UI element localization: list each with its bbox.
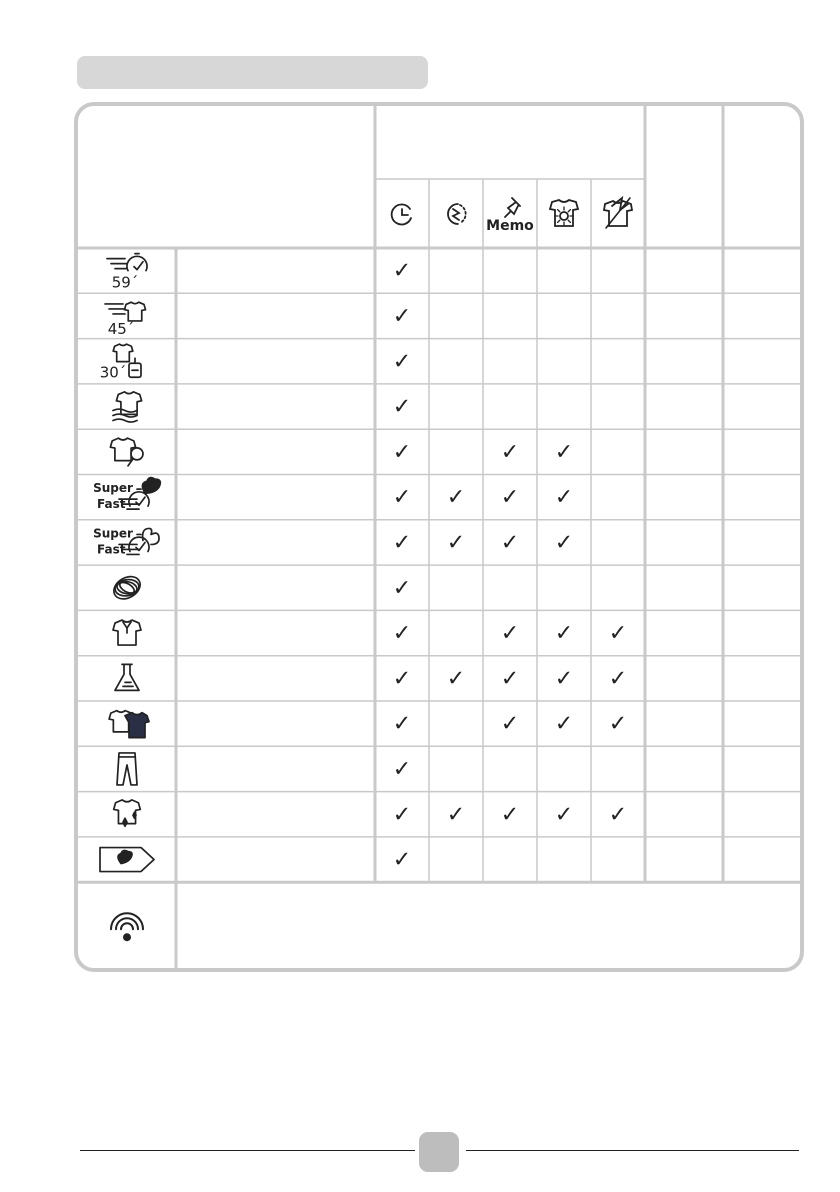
check-mark: ✓ [554, 439, 574, 465]
check-mark: ✓ [446, 485, 466, 511]
check-mark: ✓ [500, 485, 520, 511]
check-mark: ✓ [446, 530, 466, 556]
rapid-59-icon [107, 254, 147, 292]
shirt-sparkle-icon [114, 800, 141, 826]
check-mark: ✓ [554, 666, 574, 692]
memo-label: Memo [486, 218, 534, 234]
program-table [74, 102, 804, 972]
check-mark: ✓ [446, 802, 466, 828]
time-label: 30´ [99, 363, 127, 382]
check-mark: ✓ [392, 711, 412, 737]
check-mark: ✓ [608, 711, 628, 737]
check-mark: ✓ [500, 530, 520, 556]
check-mark: ✓ [608, 802, 628, 828]
super-label: Super [93, 526, 133, 541]
check-mark: ✓ [500, 802, 520, 828]
check-mark: ✓ [392, 847, 412, 873]
check-mark: ✓ [392, 802, 412, 828]
check-mark: ✓ [392, 756, 412, 782]
fast-label: Fast [97, 542, 126, 557]
polo-shirt-icon [113, 620, 141, 645]
footer-rule-right [466, 1150, 799, 1151]
check-mark: ✓ [500, 439, 520, 465]
hygiene-flask-icon [115, 664, 139, 690]
shirt-waves-icon [113, 392, 142, 422]
memo-pin-icon [486, 198, 534, 234]
fast-label: Fast [97, 497, 126, 512]
check-mark: ✓ [446, 666, 466, 692]
check-mark: ✓ [608, 666, 628, 692]
check-mark: ✓ [554, 802, 574, 828]
check-mark: ✓ [392, 394, 412, 420]
check-mark: ✓ [392, 258, 412, 284]
quick-time-icon [448, 204, 466, 224]
check-mark: ✓ [554, 530, 574, 556]
super-fast-synthetic-icon [93, 526, 159, 556]
check-mark: ✓ [500, 621, 520, 647]
check-mark: ✓ [554, 711, 574, 737]
check-mark: ✓ [392, 621, 412, 647]
no-crease-icon [604, 198, 632, 228]
check-mark: ✓ [554, 621, 574, 647]
shirt-stain-icon [110, 438, 143, 466]
check-mark: ✓ [554, 485, 574, 511]
check-mark: ✓ [500, 711, 520, 737]
time-label: 59´ [111, 273, 139, 292]
delay-start-icon [392, 204, 411, 224]
super-fast-cotton-icon [93, 478, 160, 512]
check-mark: ✓ [608, 621, 628, 647]
jeans-icon [117, 753, 137, 785]
check-mark: ✓ [392, 575, 412, 601]
dry-sun-icon [550, 200, 578, 226]
check-mark: ✓ [392, 349, 412, 375]
program-grid [78, 106, 804, 972]
refresh-30-icon [100, 344, 141, 381]
wool-icon [110, 572, 144, 603]
check-mark: ✓ [392, 303, 412, 329]
mixed-dark-icon [109, 711, 149, 738]
check-mark: ✓ [392, 666, 412, 692]
super-label: Super [93, 481, 133, 496]
check-mark: ✓ [500, 666, 520, 692]
check-mark: ✓ [392, 485, 412, 511]
page-number-badge [419, 1132, 459, 1172]
footer-rule-left [80, 1150, 415, 1151]
time-label: 45´ [107, 319, 135, 338]
check-mark: ✓ [392, 530, 412, 556]
eco-cotton-tag-icon [100, 848, 154, 872]
rapid-45-icon [105, 302, 146, 338]
check-mark: ✓ [392, 439, 412, 465]
wifi-icon [111, 913, 143, 940]
section-title-bar [77, 56, 428, 89]
